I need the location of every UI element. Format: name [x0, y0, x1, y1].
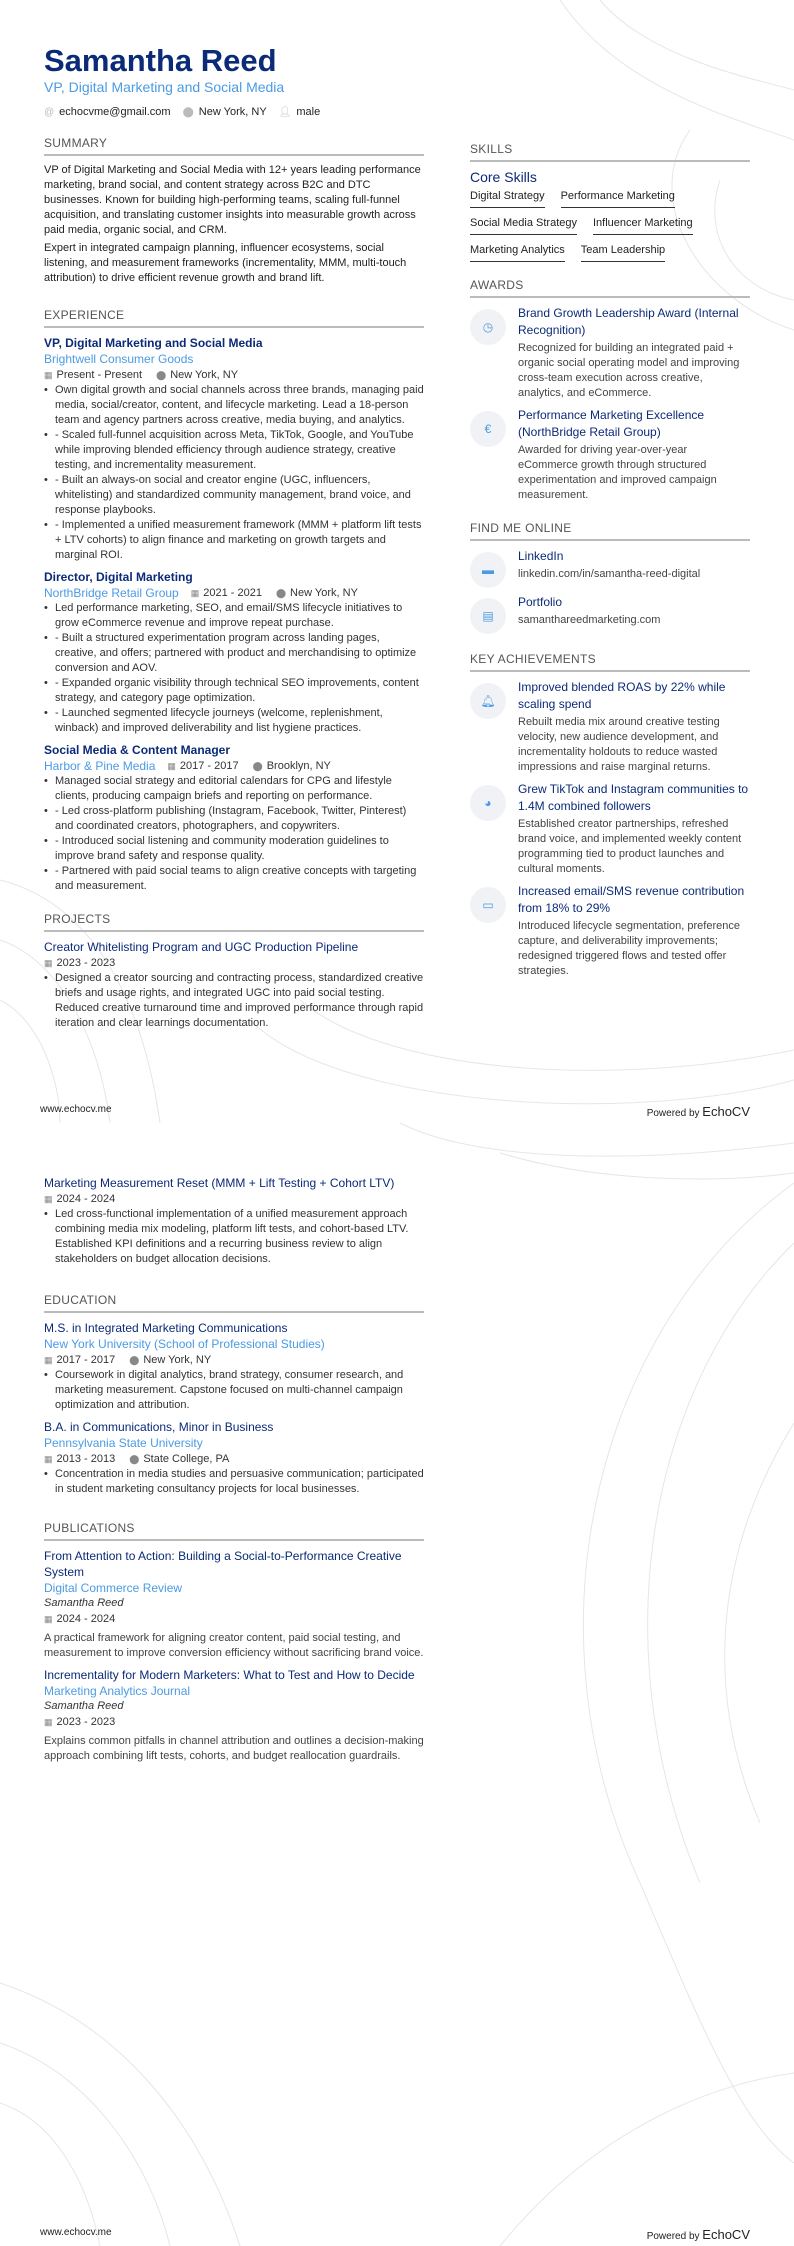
- dates: [44, 1191, 115, 1207]
- section-heading-awards: AWARDS: [470, 278, 750, 298]
- item-description: Introduced lifecycle segmentation, preference capture, and deliverability improvements; redesigned triggered flows and tested offer strategies.: [518, 920, 740, 977]
- link-icon: ▬: [470, 552, 506, 588]
- school-name: Pennsylvania State University: [44, 1436, 203, 1450]
- location-text: New York, NY: [143, 1354, 212, 1366]
- item-description[interactable]: linkedin.com/in/samantha-reed-digital: [518, 568, 701, 580]
- job-title: Social Media & Content Manager: [44, 743, 231, 757]
- publication-entry: [44, 1667, 424, 1764]
- online-text: [518, 594, 660, 634]
- experience-entry: [44, 335, 424, 563]
- achievements-item: [470, 883, 750, 979]
- location: New York, NY: [198, 106, 267, 118]
- dates-text: 2023 - 2023: [56, 1716, 116, 1728]
- education-entry: [44, 1320, 424, 1413]
- publication-title: From Attention to Action: Building a Social-to-Performance Creative System: [44, 1549, 402, 1579]
- bell-icon: 🔔︎: [470, 683, 506, 719]
- achievements-text: [518, 883, 750, 979]
- dates: [44, 955, 115, 971]
- candidate-name: Samantha Reed: [44, 43, 277, 78]
- brand-name: EchoCV: [702, 2227, 750, 2242]
- job-title: VP, Digital Marketing and Social Media: [44, 336, 263, 350]
- online-text: [518, 548, 700, 588]
- bullet-list: [44, 1368, 424, 1413]
- location-pin-icon: ⬤: [275, 588, 287, 598]
- section-heading-skills: SKILLS: [470, 142, 750, 162]
- education-entry: [44, 1419, 424, 1497]
- section-heading-projects: PROJECTS: [44, 912, 424, 932]
- meta-row: [191, 585, 358, 601]
- skill-tag: Team Leadership: [581, 241, 665, 262]
- project-entry: [44, 1175, 424, 1267]
- skill-group-title: Core Skills: [470, 169, 537, 185]
- dates-text: 2023 - 2023: [56, 957, 116, 969]
- location-text: Brooklyn, NY: [266, 760, 331, 772]
- location: [276, 585, 358, 601]
- calendar-icon: ▦: [44, 958, 53, 968]
- calendar-icon: ▦: [44, 1614, 53, 1624]
- bullet-item: • - Led cross-platform publishing (Instagram, Facebook, Twitter, Pinterest) and coordinated creators, photographers, and copywriters.: [44, 804, 424, 834]
- item-description: Recognized for building an integrated paid + organic social operating model and improving cross-team execution across creative, analytics, and eCommerce.: [518, 342, 740, 399]
- degree: B.A. in Communications, Minor in Business: [44, 1420, 274, 1434]
- location-text: State College, PA: [143, 1453, 230, 1465]
- footer-powered-by: [647, 1104, 750, 1119]
- item-description: Awarded for driving year-over-year eCommerce growth through structured experimentation and improved campaign measurement.: [518, 444, 717, 501]
- bullet-item: • - Built a structured experimentation program across landing pages, creative, and offers; partnered with product and merchandising to optimize conversion and AOV.: [44, 631, 424, 676]
- skills-list: [470, 187, 750, 268]
- contact-info: [44, 106, 424, 118]
- company-name: Harbor & Pine Media: [44, 759, 156, 773]
- calendar-icon: ▦: [167, 761, 176, 771]
- section-heading-education: EDUCATION: [44, 1293, 424, 1313]
- calendar-icon: ▦: [190, 588, 200, 598]
- publisher: Marketing Analytics Journal: [44, 1684, 191, 1698]
- location: [129, 1451, 229, 1467]
- school-name: New York University (School of Professional Studies): [44, 1337, 325, 1351]
- bullet-item: • Managed social strategy and editorial calendars for CPG and lifestyle clients, producing campaign briefs and reporting on performance.: [44, 774, 424, 804]
- calendar-icon: ▦: [44, 370, 53, 380]
- dates-text: 2024 - 2024: [56, 1613, 116, 1625]
- meta-row: [44, 1191, 424, 1207]
- project-title: Marketing Measurement Reset (MMM + Lift Testing + Cohort LTV): [44, 1176, 395, 1190]
- location-pin-icon: ⬤: [129, 1355, 140, 1365]
- item-description: Rebuilt media mix around creative testing velocity, new audience development, and incrementality holdouts to reduce wasted impressions and raise marginal returns.: [518, 716, 720, 773]
- degree: M.S. in Integrated Marketing Communications: [44, 1321, 288, 1335]
- bullet-list: [44, 601, 424, 736]
- dates: [44, 1352, 115, 1368]
- skill-tag: Social Media Strategy: [470, 214, 577, 235]
- location-pin-icon: ⬤: [182, 107, 194, 118]
- meta-row: [44, 367, 424, 383]
- location-text: New York, NY: [170, 369, 239, 381]
- item-title: Brand Growth Leadership Award (Internal Recognition): [518, 306, 739, 337]
- bullet-list: [44, 1467, 424, 1497]
- company-name: Brightwell Consumer Goods: [44, 352, 194, 366]
- dates: [44, 1714, 115, 1730]
- author: Samantha Reed: [44, 1597, 124, 1609]
- section-heading-achievements: KEY ACHIEVEMENTS: [470, 652, 750, 672]
- bullet-item: • - Built an always-on social and creator engine (UGC, influencers, whitelisting) and standardized community management, brand voice, and response playbooks.: [44, 473, 424, 518]
- online-item: [470, 548, 750, 588]
- footer-powered-by: [647, 2227, 750, 2242]
- bullet-list: [44, 1207, 424, 1267]
- dates-text: 2013 - 2013: [56, 1453, 116, 1465]
- pie-chart-icon: ◕: [470, 785, 506, 821]
- person-icon: 👤︎: [278, 107, 292, 118]
- meta-row: [44, 1714, 424, 1730]
- section-heading-experience: EXPERIENCE: [44, 308, 424, 328]
- item-title[interactable]: LinkedIn: [518, 549, 564, 563]
- page-2: [0, 1123, 794, 2246]
- achievements-item: [470, 781, 750, 877]
- item-title: Increased email/SMS revenue contribution from 18% to 29%: [518, 884, 745, 915]
- meta-row: [44, 1352, 424, 1368]
- calendar-icon: ▦: [44, 1454, 53, 1464]
- location-text: New York, NY: [290, 587, 358, 599]
- bullet-item: • Designed a creator sourcing and contracting process, standardized creative briefs and usage rights, and integrated UGC into paid social testing. Reduced creative turnaround time and improved performance through rapid iteration and clear learnings documentation.: [44, 971, 424, 1031]
- bullet-item: • Concentration in media studies and persuasive communication; participated in student marketing consultancy projects for local businesses.: [44, 1467, 424, 1497]
- publication-title: Incrementality for Modern Marketers: What to Test and How to Decide: [44, 1668, 415, 1682]
- powered-by-label: Powered by: [646, 1108, 700, 1119]
- candidate-title: VP, Digital Marketing and Social Media: [44, 79, 285, 95]
- dates-text: 2024 - 2024: [56, 1193, 116, 1205]
- awards-text: [518, 305, 750, 401]
- awards-item: [470, 407, 750, 503]
- item-description[interactable]: samanthareedmarketing.com: [518, 614, 661, 626]
- publication-description: A practical framework for aligning creator content, paid social testing, and measurement to improve conversion efficiency without sacrificing brand voice.: [44, 1632, 424, 1659]
- project-title: Creator Whitelisting Program and UGC Production Pipeline: [44, 940, 359, 954]
- document-icon: ▤: [470, 598, 506, 634]
- location-pin-icon: ⬤: [252, 761, 263, 771]
- job-title: Director, Digital Marketing: [44, 570, 193, 584]
- bullet-item: • Led performance marketing, SEO, and email/SMS lifecycle initiatives to grow eCommerce revenue and improve repeat purchase.: [44, 601, 424, 631]
- summary-paragraph-2: Expert in integrated campaign planning, influencer ecosystems, social listening, and measurement frameworks (incrementality, MMM, multi-touch attribution) to drive efficient revenue growth and brand lift.: [44, 242, 407, 284]
- dates: [167, 758, 238, 774]
- bullet-item: • Led cross-functional implementation of a unified measurement approach combining media mix modeling, platform lift tests, and cohort-based LTV. Established KPI definitions and a recurring business review to align stakeholders on budget allocation decisions.: [44, 1207, 424, 1267]
- location-pin-icon: ⬤: [156, 370, 167, 380]
- calendar-icon: ▦: [44, 1717, 53, 1727]
- dates-text: 2017 - 2017: [179, 760, 239, 772]
- section-heading-online: FIND ME ONLINE: [470, 521, 750, 541]
- bullet-item: • - Scaled full-funnel acquisition across Meta, TikTok, Google, and YouTube while improving blended efficiency through audience strategy, creative testing, and incrementality measurement.: [44, 428, 424, 473]
- dates: [44, 367, 142, 383]
- publication-entry: [44, 1548, 424, 1661]
- author: Samantha Reed: [44, 1700, 124, 1712]
- achievements-text: [518, 781, 750, 877]
- bullet-item: • Coursework in digital analytics, brand strategy, consumer research, and marketing measurement. Capstone focused on multi-channel campaign optimization and attribution.: [44, 1368, 424, 1413]
- section-heading-summary: SUMMARY: [44, 136, 424, 156]
- meta-row: [44, 1451, 424, 1467]
- bullet-list: [44, 971, 424, 1031]
- experience-entry: [44, 569, 424, 736]
- dates: [191, 585, 262, 601]
- bullet-list: [44, 774, 424, 894]
- skill-tag: Influencer Marketing: [593, 214, 693, 235]
- footer-site-link[interactable]: www.echocv.me: [40, 2227, 112, 2238]
- meta-row: [44, 955, 424, 971]
- item-description: Established creator partnerships, refreshed brand voice, and implemented weekly content programming tied to product launches and cultural moments.: [518, 818, 742, 875]
- skill-tag: Digital Strategy: [470, 187, 545, 208]
- euro-icon: €: [470, 411, 506, 447]
- awards-item: [470, 305, 750, 401]
- at-icon: @: [44, 107, 55, 118]
- bullet-item: • - Introduced social listening and community moderation guidelines to improve brand safety and response quality.: [44, 834, 424, 864]
- location: [129, 1352, 211, 1368]
- item-title: Improved blended ROAS by 22% while scaling spend: [518, 680, 726, 711]
- experience-entry: [44, 742, 424, 894]
- company-row: [44, 758, 424, 774]
- footer-site-link[interactable]: www.echocv.me: [40, 1104, 112, 1115]
- summary-paragraph-1: VP of Digital Marketing and Social Media with 12+ years leading performance marketing, brand social, and content strategy across B2C and DTC businesses. Known for building high-performing teams, scaling full-funnel acquisition, and translating customer insights into measurable growth across paid media, organic social, and CRM.: [44, 164, 421, 236]
- bullet-item: • - Implemented a unified measurement framework (MMM + platform lift tests + LTV cohorts) to align finance and marketing on growth targets and marginal ROI.: [44, 518, 424, 563]
- item-title: Performance Marketing Excellence (NorthBridge Retail Group): [518, 408, 705, 439]
- project-entry: [44, 939, 424, 1031]
- gender: male: [296, 106, 321, 118]
- skill-tag: Performance Marketing: [561, 187, 675, 208]
- meta-row: [44, 1611, 424, 1627]
- calendar-icon: ▦: [44, 1194, 53, 1204]
- toggle-icon: ▭: [470, 887, 506, 923]
- publisher: Digital Commerce Review: [44, 1581, 183, 1595]
- bullet-item: • - Partnered with paid social teams to align creative concepts with targeting and measurement.: [44, 864, 424, 894]
- powered-by-label: Powered by: [646, 2231, 700, 2242]
- location: [253, 758, 331, 774]
- clock-icon: ◷: [470, 309, 506, 345]
- skill-tag: Marketing Analytics: [470, 241, 565, 262]
- bullet-item: • - Launched segmented lifecycle journeys (welcome, replenishment, winback) and improved deliverability and list hygiene practices.: [44, 706, 424, 736]
- location: [156, 367, 238, 383]
- brand-name: EchoCV: [702, 1104, 750, 1119]
- item-title: Grew TikTok and Instagram communities to 1.4M combined followers: [518, 782, 749, 813]
- dates-text: 2017 - 2017: [56, 1354, 116, 1366]
- online-item: [470, 594, 750, 634]
- achievements-item: [470, 679, 750, 775]
- bullet-item: • Own digital growth and social channels across three brands, managing paid media, social/creator, content, and lifecycle marketing. Lead a 18-person team and agency partners across creative, media buying, and analytics.: [44, 383, 424, 428]
- dates: [44, 1611, 115, 1627]
- publication-description: Explains common pitfalls in channel attribution and outlines a decision-making approach combining lift tests, cohorts, and budget reallocation guardrails.: [44, 1735, 424, 1762]
- item-title[interactable]: Portfolio: [518, 595, 563, 609]
- dates-text: Present - Present: [56, 369, 143, 381]
- dates: [44, 1451, 115, 1467]
- email[interactable]: echocvme@gmail.com: [59, 106, 171, 118]
- location-pin-icon: ⬤: [129, 1454, 140, 1464]
- dates-text: 2021 - 2021: [203, 587, 262, 599]
- bullet-list: [44, 383, 424, 563]
- awards-text: [518, 407, 750, 503]
- company-name: NorthBridge Retail Group: [44, 586, 179, 600]
- section-heading-publications: PUBLICATIONS: [44, 1521, 424, 1541]
- achievements-text: [518, 679, 750, 775]
- bullet-item: • - Expanded organic visibility through technical SEO improvements, content strategy, and category page optimization.: [44, 676, 424, 706]
- company-row: [44, 585, 424, 601]
- calendar-icon: ▦: [44, 1355, 53, 1365]
- meta-row: [167, 758, 331, 774]
